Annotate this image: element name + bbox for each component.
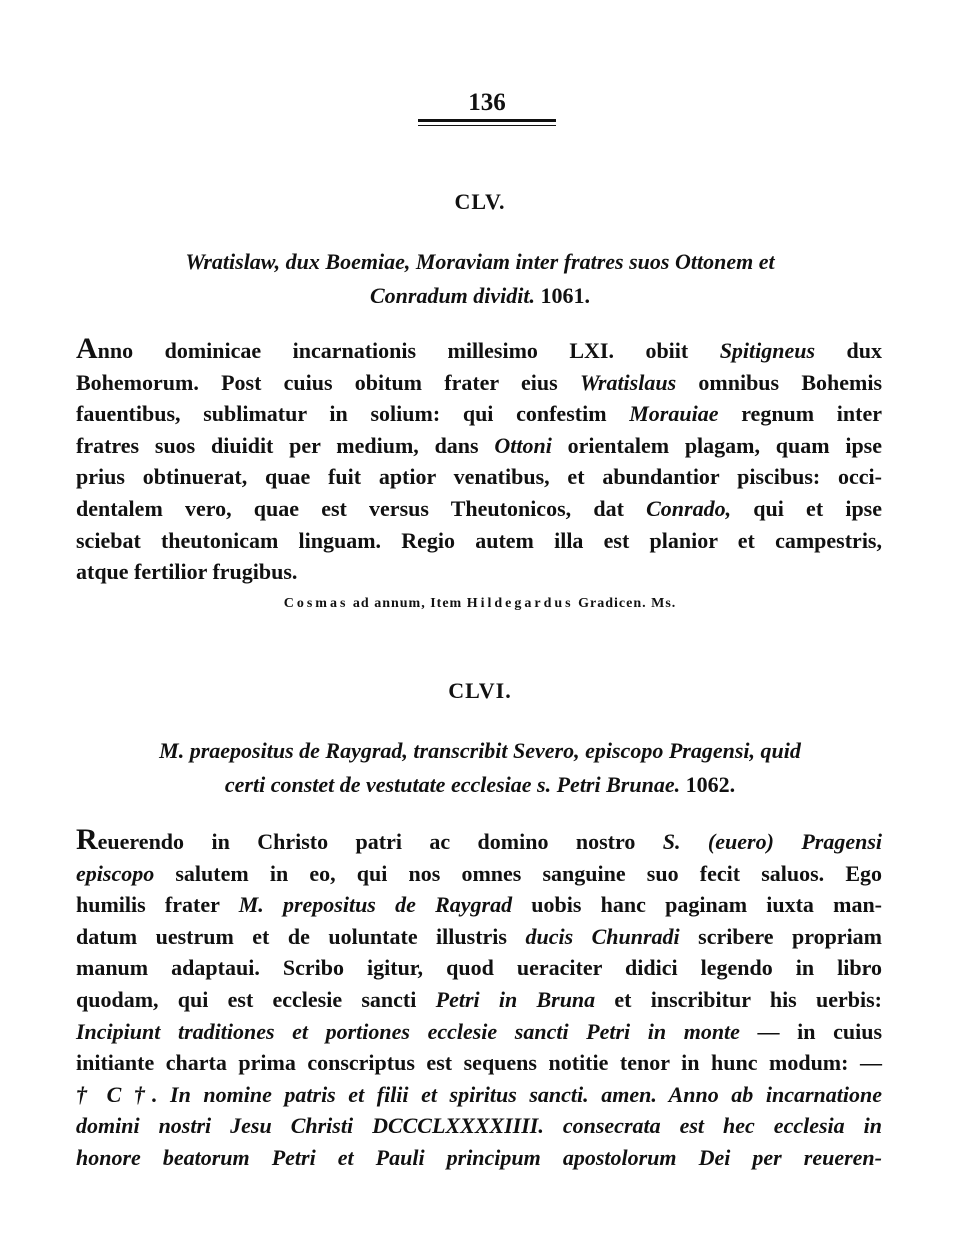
year-clv: 1061. (540, 283, 591, 308)
summary-clv (76, 245, 884, 313)
document-number-clv: CLV. (454, 189, 506, 214)
summary-clv-line-1: Wratislaw, dux Boemiae, Moraviam inter fratres suos Ottonem et (185, 249, 775, 274)
text-line: humilis frater M. prepositus de Raygrad uobis hanc paginam iuxta man- (76, 892, 883, 918)
year-clvi: 1062. (685, 772, 736, 797)
initial-capital: R (76, 823, 98, 856)
summary-clv-line-2: Conradum dividit. 1061. (369, 283, 591, 308)
text-line: fauentibus, sublimatur in solium: qui confestim Morauiae regnum inter (76, 401, 883, 427)
text-line: prius obtinuerat, quae fuit aptior venatibus, et abundantior piscibus: occi- (76, 464, 882, 490)
text-line: datum uestrum et de uoluntate illustris ducis Chunradi scribere propriam (76, 923, 883, 949)
text-line: fratres suos diuidit per medium, dans Ottoni orientalem plagam, quam ipse (76, 432, 883, 458)
text-line: quodam, qui est ecclesie sancti Petri in Bruna et inscribitur his uerbis: (76, 986, 882, 1012)
text-line: sciebat theutonicam linguam. Regio autem illa est planior et campestris, (76, 527, 882, 553)
text-line: atque fertilior frugibus. (76, 559, 298, 585)
source-citation-clv: Cosmas ad annum, Item Hildegardus Gradicen. Ms. (283, 596, 677, 611)
text-line: Reuerendo in Christo patri ac domino nostro S. (euero) Pragensi (76, 823, 882, 856)
text-line: † C †. In nomine patris et filii et spiritus sancti. amen. Anno ab incarnatione (76, 1081, 882, 1107)
header-rule-thin (418, 125, 556, 126)
body-text-clv (76, 332, 883, 588)
initial-capital: A (76, 332, 98, 365)
summary-clvi-line-1: M. praepositus de Raygrad, transcribit Severo, episcopo Pragensi, quid (159, 738, 801, 763)
summary-clvi-line-2: certi constet de vestutate ecclesiae s. Petri Brunae. 1062. (224, 772, 736, 797)
text-line: dentalem vero, quae est versus Theutonicos, dat Conrado, qui et ipse (76, 495, 883, 521)
document-number-clvi: CLVI. (448, 678, 512, 703)
body-text-clvi (76, 823, 883, 1174)
text-line: Bohemorum. Post cuius obitum frater eius Wratislaus omnibus Bohemis (76, 369, 883, 395)
text-line: honore beatorum Petri et Pauli principum apostolorum Dei per reueren- (76, 1144, 882, 1170)
text-line: episcopo salutem in eo, qui nos omnes sanguine suo fecit saluos. Ego (76, 860, 882, 886)
text-line: initiante charta prima conscriptus est sequens notitie tenor in hunc modum: — (76, 1050, 882, 1076)
text-line: domini nostri Jesu Christi DCCCLXXXXIIII. consecrata est hec ecclesia in (76, 1113, 882, 1139)
text-line: manum adaptaui. Scribo igitur, quod ueraciter didici legendo in libro (76, 955, 882, 981)
page-number: 136 (468, 89, 506, 116)
text-line: Anno dominicae incarnationis millesimo LXI. obiit Spitigneus dux (76, 332, 882, 365)
header-rule-thick (418, 119, 556, 122)
summary-clvi (76, 734, 884, 802)
text-line: Incipiunt traditiones et portiones ecclesie sancti Petri in monte — in cuius (76, 1018, 883, 1044)
